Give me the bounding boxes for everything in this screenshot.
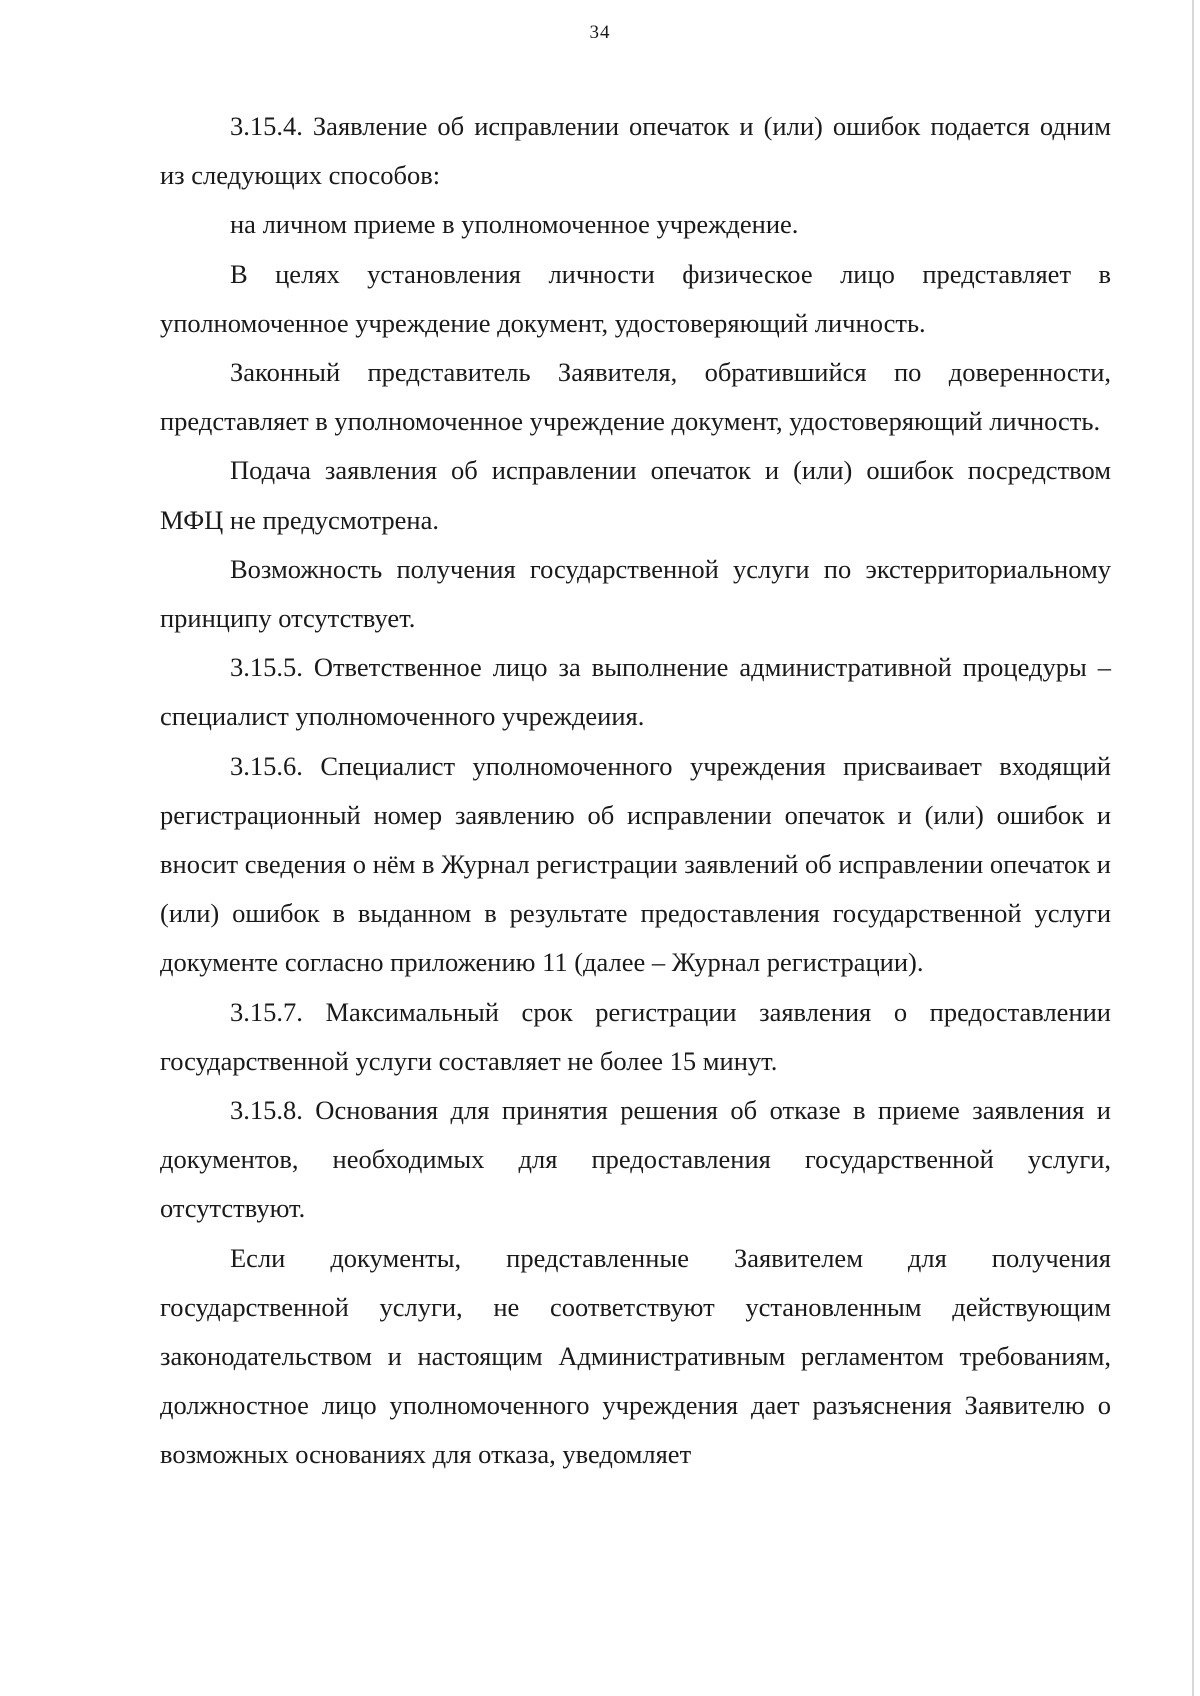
document-body <box>160 102 1111 1480</box>
paragraph: Законный представитель Заявителя, обратившийся по доверенности, представляет в уполномоченное учреждение документ, удостоверяющий личность. <box>160 357 1111 437</box>
paragraph: Если документы, представленные Заявителем для получения государственной услуги, не соответствуют установленным действующим законодательством и настоящим Административным регламентом требованиям, должностное лицо уполномоченного учреждения дает разъяснения Заявителю о возможных основаниях для отказа, уведомляет <box>160 1242 1111 1470</box>
paragraph: на личном приеме в уполномоченное учреждение. <box>230 209 799 240</box>
paragraph: 3.15.7. Максимальный срок регистрации заявления о предоставлении государственной услуги составляет не более 15 минут. <box>160 996 1111 1076</box>
paragraph: 3.15.5. Ответственное лицо за выполнение административной процедуры – специалист уполномоченного учреждеиия. <box>160 652 1111 732</box>
paragraph: 3.15.6. Специалист уполномоченного учреждения присваивает входящий регистрационный номер заявлению об исправлении опечаток и (или) ошибок и вносит сведения о нём в Журнал регистрации заявлений об исправлении опечаток и (или) ошибок в выданном в результате предоставления государственной услуги документе согласно приложению 11 (далее – Журнал регистрации). <box>160 750 1111 978</box>
paragraph: 3.15.4. Заявление об исправлении опечаток и (или) ошибок подается одним из следующих способов: <box>160 111 1111 191</box>
paragraph: Подача заявления об исправлении опечаток и (или) ошибок посредством МФЦ не предусмотрена. <box>160 455 1111 535</box>
paragraph: В целях установления личности физическое лицо представляет в уполномоченное учреждение документ, удостоверяющий личность. <box>160 258 1111 338</box>
page-edge-divider <box>1192 0 1194 1696</box>
paragraph: 3.15.8. Основания для принятия решения об отказе в приеме заявления и документов, необходимых для предоставления государственной услуги, отсутствуют. <box>160 1095 1111 1224</box>
page-number: 34 <box>589 22 611 43</box>
paragraph: Возможность получения государственной услуги по экстерриториальному принципу отсутствует. <box>160 553 1111 634</box>
